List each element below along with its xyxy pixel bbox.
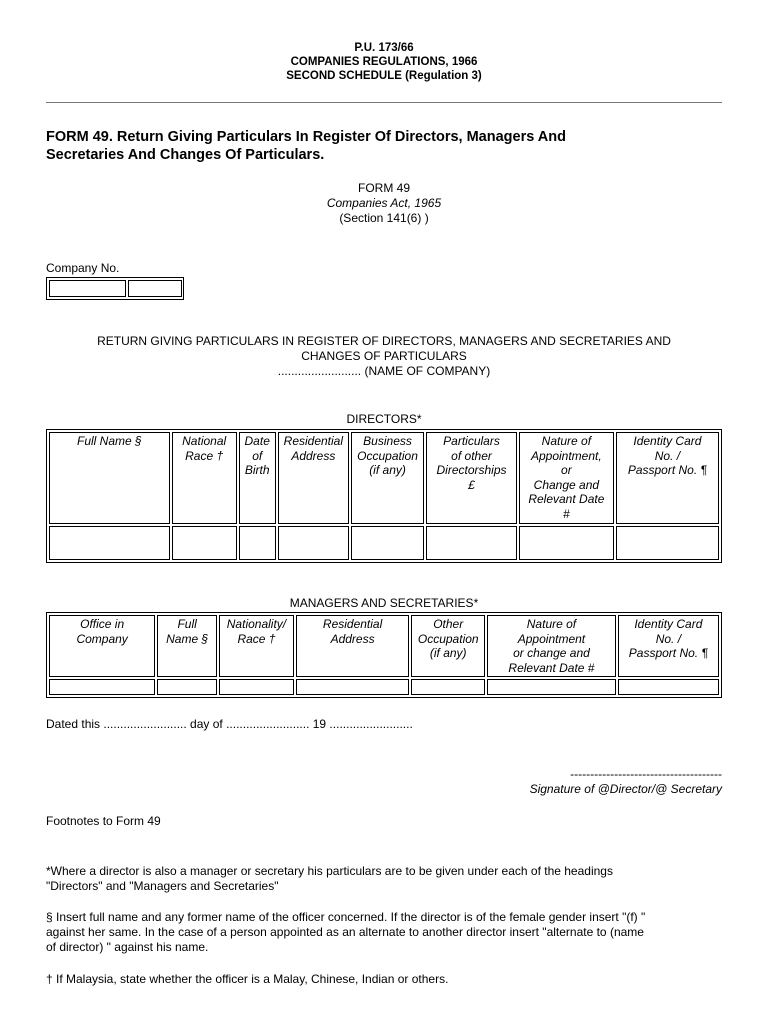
footnote-race: † If Malaysia, state whether the officer is a Malay, Chinese, Indian or others.	[46, 972, 449, 986]
dated-line: Dated this ......................... day of ......................... 19 .........................	[46, 717, 413, 731]
document-title-line-2: Secretaries And Changes Of Particulars.	[46, 147, 325, 163]
managers-header-text: Full	[177, 617, 197, 631]
form-section: (Section 141(6) )	[339, 211, 429, 225]
managers-header-text: Race †	[237, 631, 276, 646]
managers-header-row	[49, 615, 719, 677]
directors-header-cell	[616, 432, 719, 524]
managers-header-cell	[487, 615, 616, 677]
signature-line: --------------------------------------	[570, 767, 722, 781]
directors-header-text: Appointment,	[530, 448, 602, 463]
managers-entry-cell[interactable]	[618, 679, 719, 695]
footnote-1-line-1: *Where a director is also a manager or secretary his particulars are to be given under each of the headings	[46, 864, 613, 878]
directors-entry-cell[interactable]	[351, 526, 424, 560]
managers-header-text: Occupation	[417, 631, 479, 646]
directors-header-text: Residential	[283, 434, 344, 448]
directors-entry-cell[interactable]	[172, 526, 237, 560]
managers-header-text: Nationality/	[226, 617, 287, 631]
directors-header-text: Business	[363, 434, 412, 448]
directors-caption: DIRECTORS*	[346, 412, 422, 426]
directors-header-text: Birth	[244, 463, 270, 477]
return-heading-line-2: CHANGES OF PARTICULARS	[301, 349, 467, 363]
form-act: Companies Act, 1965	[326, 196, 442, 210]
directors-header-text: Address	[291, 448, 336, 463]
directors-header-text: £	[468, 477, 475, 492]
directors-header-text: National	[182, 434, 227, 448]
directors-header-text: Particulars	[443, 434, 500, 448]
directors-header-cell	[278, 432, 349, 524]
managers-header-text: Appointment	[517, 631, 586, 646]
header-divider	[46, 102, 722, 103]
directors-header-text: No. /	[654, 448, 681, 463]
managers-entry-cell[interactable]	[411, 679, 485, 695]
managers-entry-cell[interactable]	[296, 679, 409, 695]
managers-header-cell	[618, 615, 719, 677]
directors-header-cell	[426, 432, 517, 524]
managers-header-cell	[296, 615, 409, 677]
company-no-box	[46, 277, 184, 300]
directors-entry-cell[interactable]	[278, 526, 349, 560]
directors-entry-cell[interactable]	[519, 526, 614, 560]
directors-header-text: Passport No. ¶	[627, 463, 707, 477]
managers-header-text: Name §	[166, 631, 209, 646]
directors-header-text: or	[561, 463, 572, 477]
directors-entry-cell[interactable]	[616, 526, 719, 560]
directors-header-text: Nature of	[541, 434, 592, 448]
managers-entry-cell[interactable]	[157, 679, 217, 695]
managers-header-cell	[219, 615, 294, 677]
return-heading-line-1: RETURN GIVING PARTICULARS IN REGISTER OF DIRECTORS, MANAGERS AND SECRETARIES AND	[97, 334, 671, 348]
managers-entry-row	[49, 679, 719, 695]
return-heading-line-3: ......................... (NAME OF COMPANY)	[277, 364, 491, 378]
directors-header-text: Date	[244, 434, 270, 448]
directors-header-text: of other	[451, 448, 492, 463]
managers-caption: MANAGERS AND SECRETARIES*	[289, 596, 479, 610]
directors-header-text: of	[252, 448, 263, 463]
schedule-title: SECOND SCHEDULE (Regulation 3)	[286, 70, 482, 82]
signature-label: Signature of @Director/@ Secretary	[529, 782, 722, 796]
directors-header-text: Full Name §	[76, 434, 142, 448]
managers-header-text: No. /	[655, 631, 682, 646]
footnote-2-line-3: of director) " against his name.	[46, 940, 209, 954]
document-title-line-1: FORM 49. Return Giving Particulars In Register Of Directors, Managers And	[46, 129, 566, 145]
footnotes-title: Footnotes to Form 49	[46, 814, 161, 828]
directors-header-cell	[172, 432, 237, 524]
regulation-number: P.U. 173/66	[354, 42, 414, 54]
footnote-2-line-2: against her same. In the case of a person appointed as an alternate to another director insert "alternate to (name	[46, 925, 644, 939]
managers-header-cell	[49, 615, 155, 677]
managers-header-cell	[157, 615, 217, 677]
managers-header-text: or change and	[513, 646, 590, 660]
managers-header-text: Identity Card	[634, 617, 703, 631]
directors-table	[46, 429, 722, 563]
directors-entry-cell[interactable]	[49, 526, 170, 560]
directors-header-row	[49, 432, 719, 524]
directors-header-text: Identity Card	[633, 434, 702, 448]
managers-header-text: Relevant Date #	[508, 660, 595, 675]
managers-entry-cell[interactable]	[219, 679, 294, 695]
company-no-field-2[interactable]	[128, 280, 182, 297]
directors-entry-cell[interactable]	[239, 526, 276, 560]
regulation-title: COMPANIES REGULATIONS, 1966	[290, 56, 478, 68]
footnote-full-name	[46, 910, 726, 955]
company-no-label: Company No.	[46, 261, 120, 275]
directors-entry-cell[interactable]	[426, 526, 517, 560]
managers-entry-cell[interactable]	[487, 679, 616, 695]
managers-header-text: Address	[330, 631, 375, 646]
managers-header-text: Passport No. ¶	[628, 646, 708, 660]
managers-table	[46, 612, 722, 698]
managers-header-text: Nature of	[526, 617, 577, 631]
managers-header-cell	[411, 615, 485, 677]
managers-header-text: (if any)	[429, 646, 467, 660]
footnote-1-line-2: "Directors" and "Managers and Secretaries"	[46, 879, 279, 893]
directors-header-cell	[239, 432, 276, 524]
managers-header-text: Other	[433, 617, 464, 631]
directors-header-text: Change and	[533, 477, 600, 492]
document-title	[46, 128, 726, 164]
managers-header-text: Office in	[80, 617, 125, 631]
directors-header-cell	[351, 432, 424, 524]
form-name: FORM 49	[357, 181, 410, 195]
directors-header-text: #	[563, 506, 570, 521]
directors-header-cell	[49, 432, 170, 524]
managers-header-text: Company	[76, 631, 128, 646]
directors-header-text: Directorships	[436, 463, 507, 477]
managers-entry-cell[interactable]	[49, 679, 155, 695]
directors-header-text: Race †	[185, 448, 224, 463]
directors-header-text: Occupation	[357, 448, 418, 463]
directors-header-text: Relevant Date	[528, 492, 605, 506]
directors-header-cell	[519, 432, 614, 524]
managers-header-text: Residential	[322, 617, 383, 631]
directors-entry-row	[49, 526, 719, 560]
directors-header-text: (if any)	[369, 463, 406, 477]
footnote-directors-managers	[46, 864, 726, 894]
footnote-2-line-1: § Insert full name and any former name of the officer concerned. If the director is of the female gender insert "(f) "	[46, 910, 646, 924]
company-no-field-1[interactable]	[49, 280, 126, 297]
